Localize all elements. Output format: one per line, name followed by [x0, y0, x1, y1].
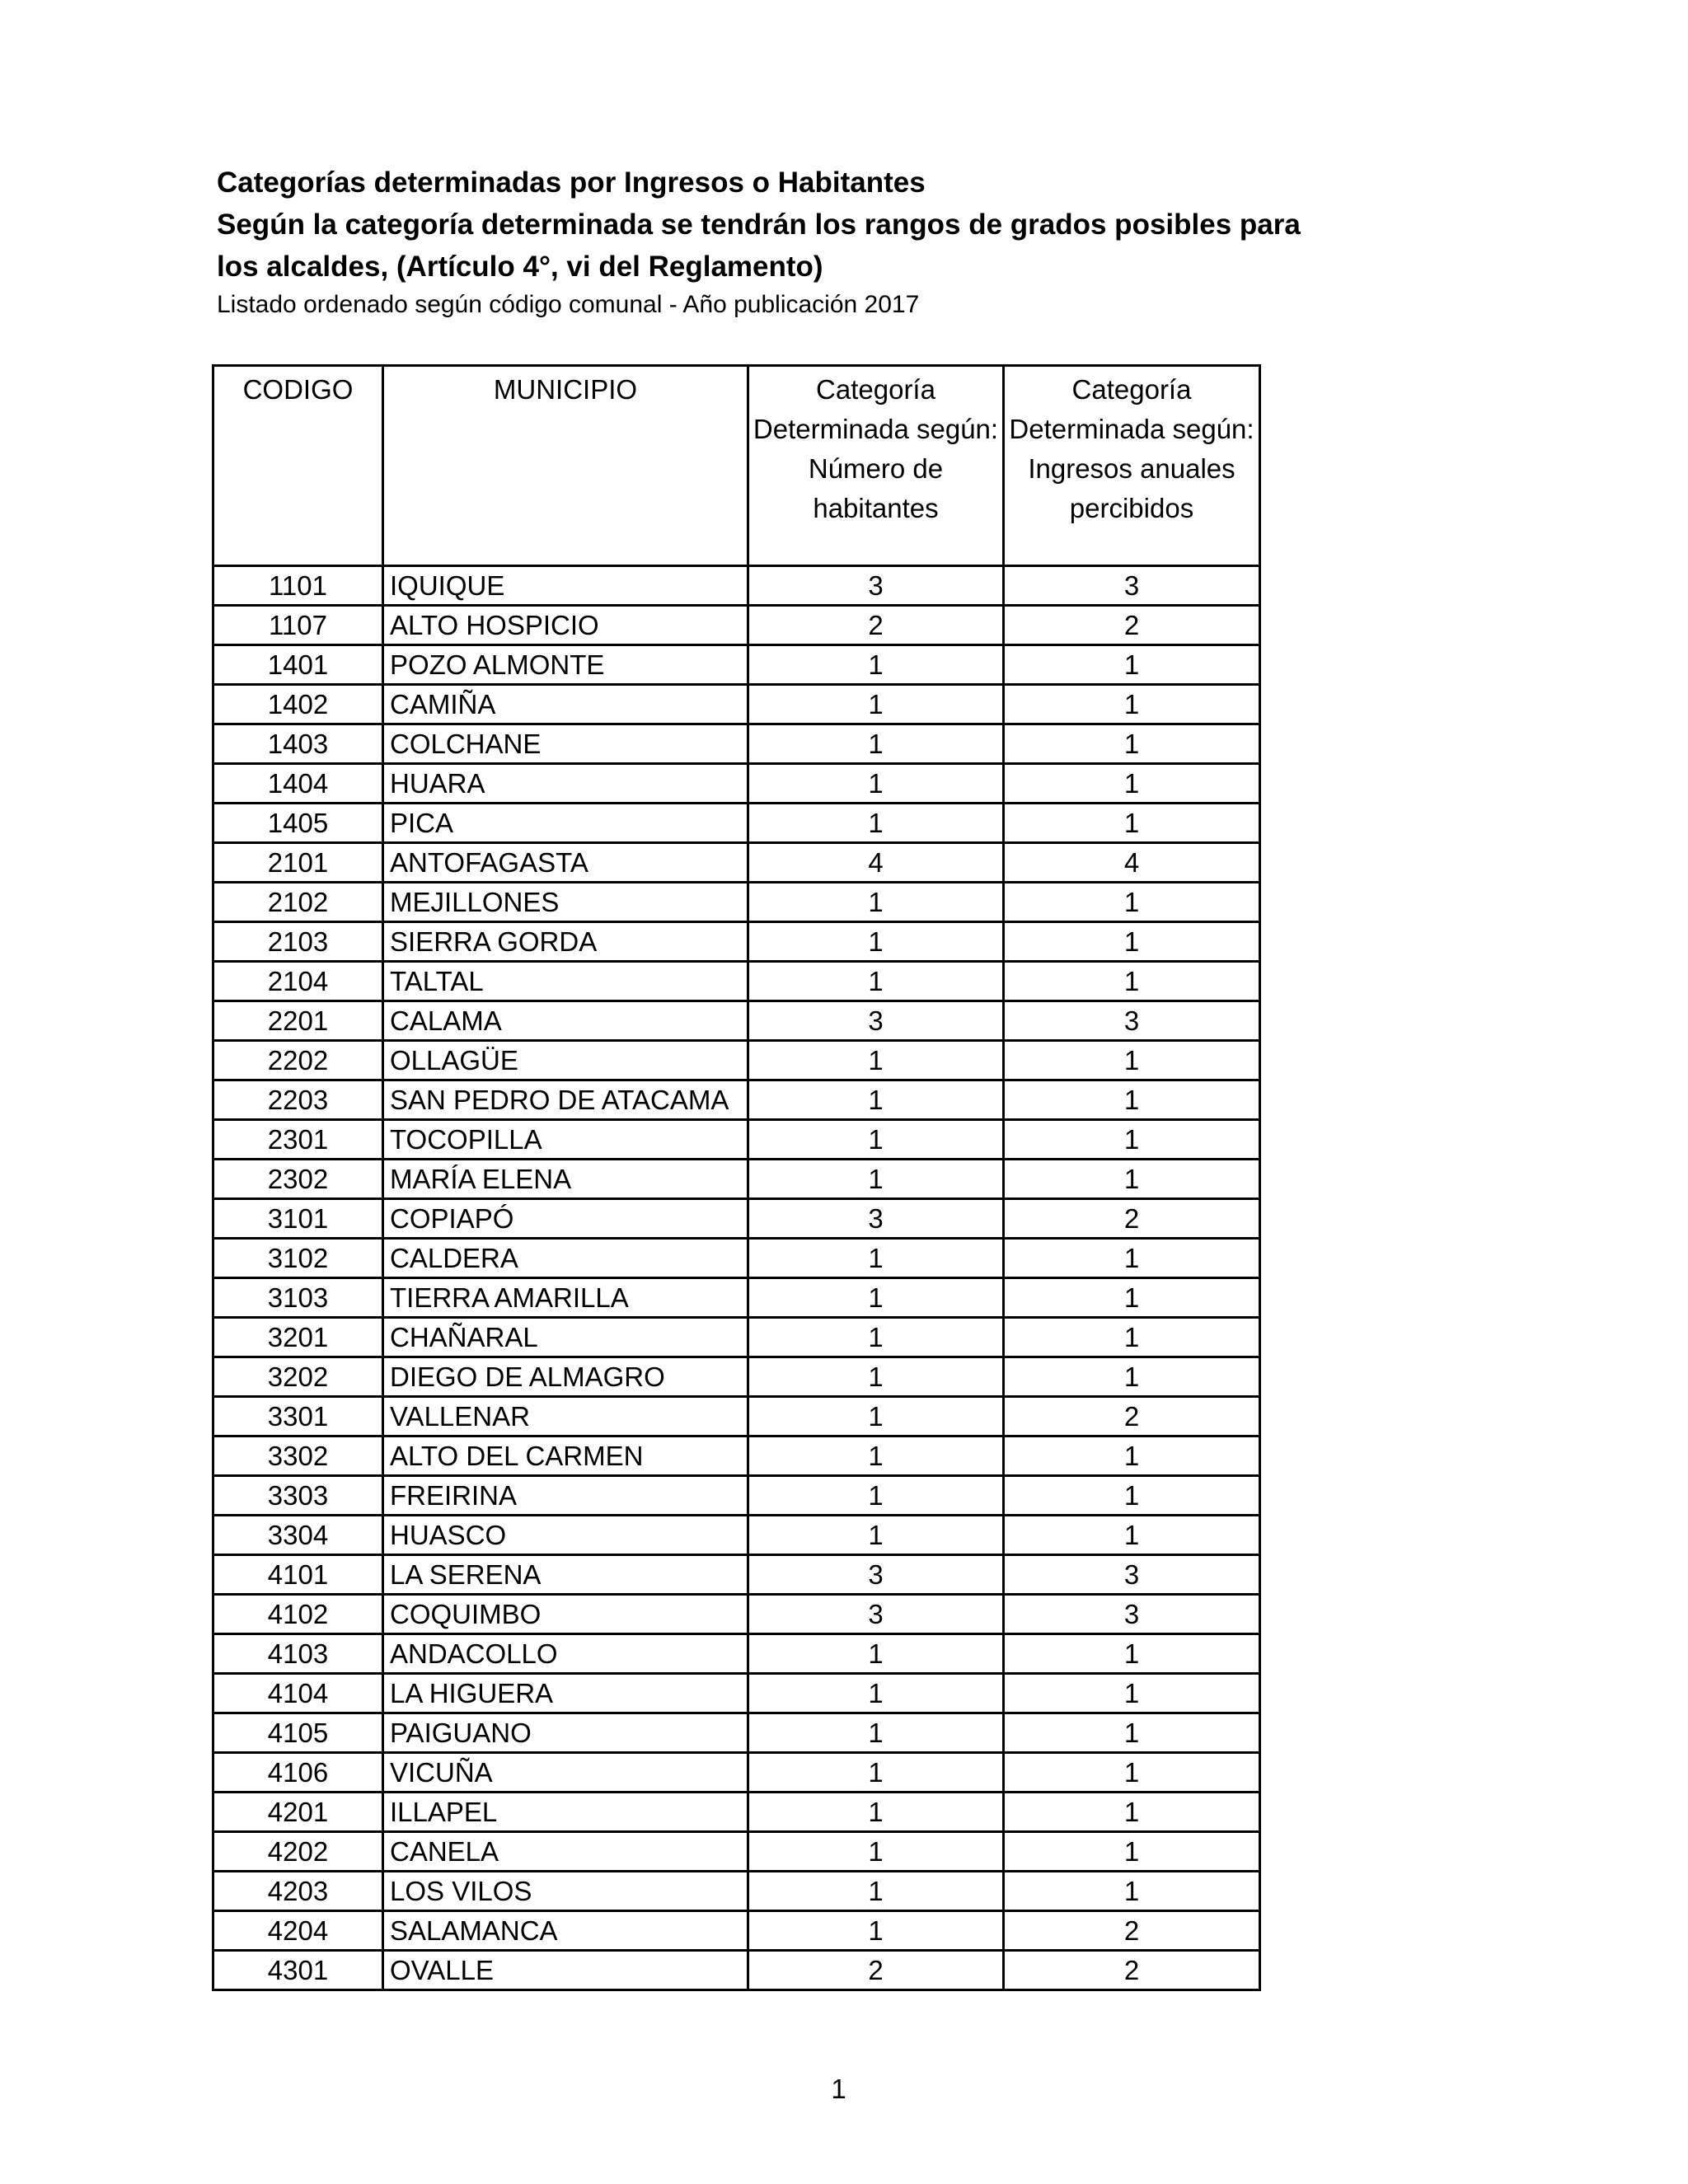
cell-municipio: SIERRA GORDA: [383, 922, 748, 962]
table-row: [213, 1872, 1260, 1911]
table-row: [213, 1713, 1260, 1753]
cell-municipio: MEJILLONES: [383, 883, 748, 922]
cell-municipio: TOCOPILLA: [383, 1120, 748, 1160]
cell-codigo: 2102: [213, 883, 383, 922]
table-row: [213, 1595, 1260, 1634]
table-row: [213, 645, 1260, 685]
cell-municipio: SAN PEDRO DE ATACAMA: [383, 1080, 748, 1120]
table-row: [213, 962, 1260, 1001]
cell-categoria-habitantes: 1: [748, 1872, 1004, 1911]
cell-municipio: VICUÑA: [383, 1753, 748, 1793]
cell-categoria-ingresos: 1: [1004, 883, 1260, 922]
cell-categoria-ingresos: 4: [1004, 843, 1260, 883]
cell-municipio: POZO ALMONTE: [383, 645, 748, 685]
cell-codigo: 3103: [213, 1278, 383, 1318]
table-body: [213, 566, 1260, 1990]
cell-categoria-habitantes: 1: [748, 1832, 1004, 1872]
cell-categoria-ingresos: 1: [1004, 1318, 1260, 1357]
cell-codigo: 2203: [213, 1080, 383, 1120]
cell-categoria-ingresos: 2: [1004, 1397, 1260, 1436]
cell-municipio: IQUIQUE: [383, 566, 748, 606]
cell-categoria-ingresos: 1: [1004, 1041, 1260, 1080]
cell-categoria-habitantes: 1: [748, 1397, 1004, 1436]
cell-codigo: 3303: [213, 1476, 383, 1516]
table-row: [213, 1357, 1260, 1397]
document-heading: [217, 162, 1371, 288]
cell-categoria-ingresos: 2: [1004, 606, 1260, 645]
cell-codigo: 2104: [213, 962, 383, 1001]
cell-categoria-habitantes: 2: [748, 606, 1004, 645]
cell-municipio: OVALLE: [383, 1951, 748, 1990]
cell-municipio: DIEGO DE ALMAGRO: [383, 1357, 748, 1397]
cell-codigo: 2101: [213, 843, 383, 883]
table-row: [213, 1832, 1260, 1872]
cell-categoria-habitantes: 2: [748, 1951, 1004, 1990]
cell-codigo: 3202: [213, 1357, 383, 1397]
cell-categoria-habitantes: 1: [748, 883, 1004, 922]
table-row: [213, 685, 1260, 724]
cell-municipio: ANDACOLLO: [383, 1634, 748, 1674]
cell-categoria-habitantes: 4: [748, 843, 1004, 883]
cell-municipio: PICA: [383, 804, 748, 843]
cell-categoria-habitantes: 1: [748, 1239, 1004, 1278]
table-row: [213, 1160, 1260, 1199]
cell-codigo: 2302: [213, 1160, 383, 1199]
cell-categoria-ingresos: 1: [1004, 1832, 1260, 1872]
page-number: 1: [831, 2074, 846, 2104]
cell-categoria-ingresos: 3: [1004, 1595, 1260, 1634]
cell-categoria-ingresos: 1: [1004, 922, 1260, 962]
cell-municipio: VALLENAR: [383, 1397, 748, 1436]
cell-categoria-ingresos: 1: [1004, 1476, 1260, 1516]
cell-municipio: ILLAPEL: [383, 1793, 748, 1832]
cell-municipio: CALDERA: [383, 1239, 748, 1278]
cell-categoria-habitantes: 1: [748, 804, 1004, 843]
table-row: [213, 724, 1260, 764]
document-subtitle: Listado ordenado según código comunal - Año publicación 2017: [217, 291, 920, 318]
cell-categoria-habitantes: 3: [748, 1555, 1004, 1595]
cell-categoria-habitantes: 1: [748, 922, 1004, 962]
cell-codigo: 2201: [213, 1001, 383, 1041]
cell-categoria-habitantes: 1: [748, 1436, 1004, 1476]
table-header-row: [213, 366, 1260, 566]
table-row: [213, 804, 1260, 843]
table-row: [213, 1397, 1260, 1436]
cell-categoria-habitantes: 1: [748, 645, 1004, 685]
cell-categoria-ingresos: 1: [1004, 1793, 1260, 1832]
table-row: [213, 1278, 1260, 1318]
cell-categoria-ingresos: 2: [1004, 1199, 1260, 1239]
table-row: [213, 1674, 1260, 1713]
table-row: [213, 1199, 1260, 1239]
cell-categoria-habitantes: 1: [748, 1713, 1004, 1753]
column-header-habitantes: Categoría Determinada según: Número de habitantes: [748, 366, 1004, 566]
table-row: [213, 1041, 1260, 1080]
cell-codigo: 4104: [213, 1674, 383, 1713]
table-row: [213, 1239, 1260, 1278]
table-row: [213, 1911, 1260, 1951]
table-row: [213, 1516, 1260, 1555]
cell-codigo: 4203: [213, 1872, 383, 1911]
cell-municipio: OLLAGÜE: [383, 1041, 748, 1080]
cell-categoria-ingresos: 3: [1004, 566, 1260, 606]
cell-codigo: 2202: [213, 1041, 383, 1080]
cell-categoria-habitantes: 1: [748, 1318, 1004, 1357]
cell-categoria-habitantes: 1: [748, 1753, 1004, 1793]
table-row: [213, 1436, 1260, 1476]
cell-categoria-ingresos: 1: [1004, 1120, 1260, 1160]
cell-categoria-ingresos: 1: [1004, 962, 1260, 1001]
column-header-ingresos: Categoría Determinada según: Ingresos anuales percibidos: [1004, 366, 1260, 566]
table-row: [213, 843, 1260, 883]
cell-codigo: 4103: [213, 1634, 383, 1674]
cell-municipio: FREIRINA: [383, 1476, 748, 1516]
cell-categoria-habitantes: 3: [748, 1001, 1004, 1041]
cell-municipio: SALAMANCA: [383, 1911, 748, 1951]
cell-categoria-ingresos: 1: [1004, 764, 1260, 804]
cell-categoria-ingresos: 1: [1004, 1278, 1260, 1318]
cell-codigo: 1401: [213, 645, 383, 685]
cell-codigo: 1404: [213, 764, 383, 804]
cell-categoria-ingresos: 2: [1004, 1911, 1260, 1951]
cell-municipio: LOS VILOS: [383, 1872, 748, 1911]
cell-codigo: 4202: [213, 1832, 383, 1872]
cell-codigo: 4106: [213, 1753, 383, 1793]
cell-municipio: HUARA: [383, 764, 748, 804]
cell-municipio: MARÍA ELENA: [383, 1160, 748, 1199]
cell-codigo: 3301: [213, 1397, 383, 1436]
cell-municipio: CAMIÑA: [383, 685, 748, 724]
cell-categoria-ingresos: 1: [1004, 724, 1260, 764]
cell-categoria-ingresos: 1: [1004, 1516, 1260, 1555]
cell-categoria-ingresos: 1: [1004, 804, 1260, 843]
table-row: [213, 1001, 1260, 1041]
table-row: [213, 1951, 1260, 1990]
cell-codigo: 4102: [213, 1595, 383, 1634]
cell-codigo: 1405: [213, 804, 383, 843]
cell-categoria-habitantes: 1: [748, 1041, 1004, 1080]
column-header-codigo: CODIGO: [213, 366, 383, 566]
table-row: [213, 1318, 1260, 1357]
table-row: [213, 1753, 1260, 1793]
table-row: [213, 1634, 1260, 1674]
cell-categoria-habitantes: 1: [748, 1516, 1004, 1555]
cell-categoria-ingresos: 1: [1004, 1674, 1260, 1713]
cell-categoria-ingresos: 1: [1004, 1160, 1260, 1199]
cell-categoria-ingresos: 1: [1004, 1753, 1260, 1793]
cell-categoria-habitantes: 1: [748, 685, 1004, 724]
cell-categoria-ingresos: 3: [1004, 1555, 1260, 1595]
cell-municipio: COPIAPÓ: [383, 1199, 748, 1239]
cell-municipio: ALTO DEL CARMEN: [383, 1436, 748, 1476]
cell-categoria-habitantes: 1: [748, 1476, 1004, 1516]
municipality-category-table: [212, 364, 1261, 1991]
cell-categoria-habitantes: 1: [748, 1160, 1004, 1199]
cell-municipio: COQUIMBO: [383, 1595, 748, 1634]
cell-categoria-habitantes: 1: [748, 1357, 1004, 1397]
cell-categoria-habitantes: 1: [748, 724, 1004, 764]
cell-municipio: ALTO HOSPICIO: [383, 606, 748, 645]
cell-categoria-ingresos: 1: [1004, 1436, 1260, 1476]
cell-codigo: 3302: [213, 1436, 383, 1476]
column-header-municipio: MUNICIPIO: [383, 366, 748, 566]
table-row: [213, 1793, 1260, 1832]
cell-codigo: 4101: [213, 1555, 383, 1595]
cell-categoria-habitantes: 1: [748, 1674, 1004, 1713]
cell-categoria-habitantes: 1: [748, 1793, 1004, 1832]
cell-codigo: 4201: [213, 1793, 383, 1832]
table-row: [213, 606, 1260, 645]
cell-codigo: 4105: [213, 1713, 383, 1753]
cell-municipio: HUASCO: [383, 1516, 748, 1555]
cell-municipio: CANELA: [383, 1832, 748, 1872]
cell-codigo: 1101: [213, 566, 383, 606]
cell-categoria-habitantes: 3: [748, 1595, 1004, 1634]
cell-categoria-ingresos: 1: [1004, 1357, 1260, 1397]
cell-codigo: 3201: [213, 1318, 383, 1357]
cell-categoria-habitantes: 1: [748, 962, 1004, 1001]
cell-categoria-habitantes: 1: [748, 1634, 1004, 1674]
cell-categoria-habitantes: 1: [748, 1278, 1004, 1318]
cell-municipio: LA HIGUERA: [383, 1674, 748, 1713]
table-row: [213, 1120, 1260, 1160]
heading-line-3: los alcaldes, (Artículo 4°, vi del Reglamento): [217, 251, 823, 283]
cell-categoria-habitantes: 1: [748, 764, 1004, 804]
cell-municipio: CALAMA: [383, 1001, 748, 1041]
cell-categoria-habitantes: 3: [748, 566, 1004, 606]
cell-municipio: COLCHANE: [383, 724, 748, 764]
cell-codigo: 3304: [213, 1516, 383, 1555]
cell-codigo: 2301: [213, 1120, 383, 1160]
cell-codigo: 4301: [213, 1951, 383, 1990]
table-row: [213, 1555, 1260, 1595]
cell-municipio: ANTOFAGASTA: [383, 843, 748, 883]
cell-categoria-ingresos: 1: [1004, 1239, 1260, 1278]
cell-categoria-ingresos: 1: [1004, 685, 1260, 724]
cell-codigo: 1107: [213, 606, 383, 645]
cell-categoria-ingresos: 1: [1004, 1713, 1260, 1753]
cell-codigo: 1402: [213, 685, 383, 724]
cell-municipio: LA SERENA: [383, 1555, 748, 1595]
cell-codigo: 2103: [213, 922, 383, 962]
cell-categoria-ingresos: 3: [1004, 1001, 1260, 1041]
cell-codigo: 3101: [213, 1199, 383, 1239]
heading-line-2: Según la categoría determinada se tendrán los rangos de grados posibles para: [217, 209, 1301, 241]
table-row: [213, 566, 1260, 606]
cell-categoria-ingresos: 1: [1004, 1634, 1260, 1674]
heading-line-1: Categorías determinadas por Ingresos o Habitantes: [217, 166, 926, 199]
table-row: [213, 764, 1260, 804]
cell-categoria-habitantes: 1: [748, 1911, 1004, 1951]
cell-categoria-habitantes: 1: [748, 1120, 1004, 1160]
cell-municipio: TIERRA AMARILLA: [383, 1278, 748, 1318]
cell-municipio: TALTAL: [383, 962, 748, 1001]
cell-categoria-ingresos: 2: [1004, 1951, 1260, 1990]
cell-categoria-habitantes: 1: [748, 1080, 1004, 1120]
cell-categoria-ingresos: 1: [1004, 1080, 1260, 1120]
cell-municipio: CHAÑARAL: [383, 1318, 748, 1357]
cell-categoria-habitantes: 3: [748, 1199, 1004, 1239]
cell-codigo: 3102: [213, 1239, 383, 1278]
table-row: [213, 1476, 1260, 1516]
cell-categoria-ingresos: 1: [1004, 1872, 1260, 1911]
table-row: [213, 922, 1260, 962]
cell-categoria-ingresos: 1: [1004, 645, 1260, 685]
cell-codigo: 1403: [213, 724, 383, 764]
table-row: [213, 883, 1260, 922]
cell-codigo: 4204: [213, 1911, 383, 1951]
table-row: [213, 1080, 1260, 1120]
cell-municipio: PAIGUANO: [383, 1713, 748, 1753]
